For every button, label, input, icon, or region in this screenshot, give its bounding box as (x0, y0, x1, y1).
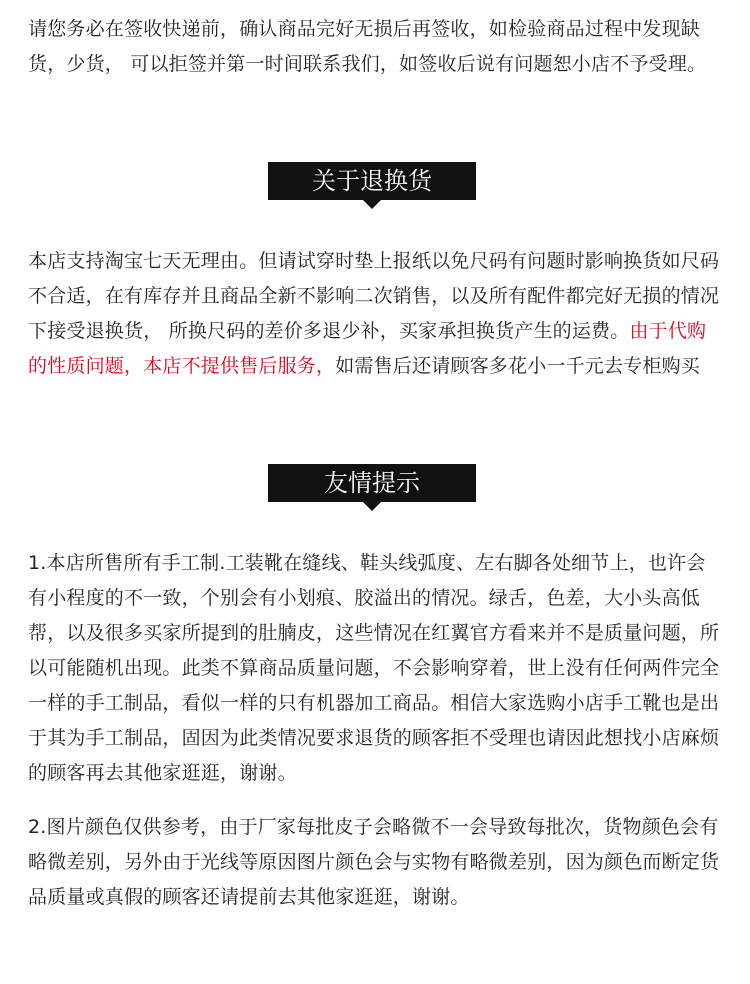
returns-text-tail: 如需售后还请顾客多花小一千元去专柜购买 (335, 355, 701, 377)
tip-2-paragraph: 2.图片颜色仅供参考，由于厂家每批皮子会略微不一会导致每批次，货物颜色会有略微差别，另外由于光线等原因图片颜色会与实物有略微差别，因为颜色而断定货品质量或真假的顾客还请提前去其他家逛逛，谢谢。 (28, 816, 720, 908)
returns-heading-label: 关于退换货 (312, 167, 432, 195)
no-after-sales-notice: 由于代购的性质问题，本店不提供售后服务， (28, 320, 707, 377)
heading-pointer-icon (363, 200, 381, 209)
heading-pointer-icon (363, 502, 381, 511)
tips-heading-label: 友情提示 (324, 469, 420, 497)
returns-heading (268, 162, 476, 200)
tips-heading (268, 464, 476, 502)
tip-1-paragraph: 1.本店所售所有手工制.工装靴在缝线、鞋头线弧度、左右脚各处细节上，也许会有小程度的不一致，个别会有小划痕、胶溢出的情况。绿舌，色差，大小头高低帮，以及很多买家所提到的肚腩皮，这些情况在红翼官方看来并不是质量问题，所以可能随机出现。此类不算商品质量问题，不会影响穿着，世上没有任何两件完全一样的手工制品，看似一样的只有机器加工商品。相信大家选购小店手工靴也是出于其为手工制品，固因为此类情况要求退货的顾客拒不受理也请因此想找小店麻烦的顾客再去其他家逛逛，谢谢。 (28, 552, 720, 784)
intro-paragraph: 请您务必在签收快递前，确认商品完好无损后再签收，如检验商品过程中发现缺货，少货， 可以拒签并第一时间联系我们，如签收后说有问题恕小店不予受理。 (28, 18, 707, 75)
returns-text-main: 本店支持淘宝七天无理由。但请试穿时垫上报纸以免尺码有问题时影响换货如尺码不合适，在有库存并且商品全新不影响二次销售，以及所有配件都完好无损的情况下接受退换货， 所换尺码的差价多退少补，买家承担换货产生的运费。 (28, 250, 720, 342)
returns-paragraph (28, 244, 722, 384)
